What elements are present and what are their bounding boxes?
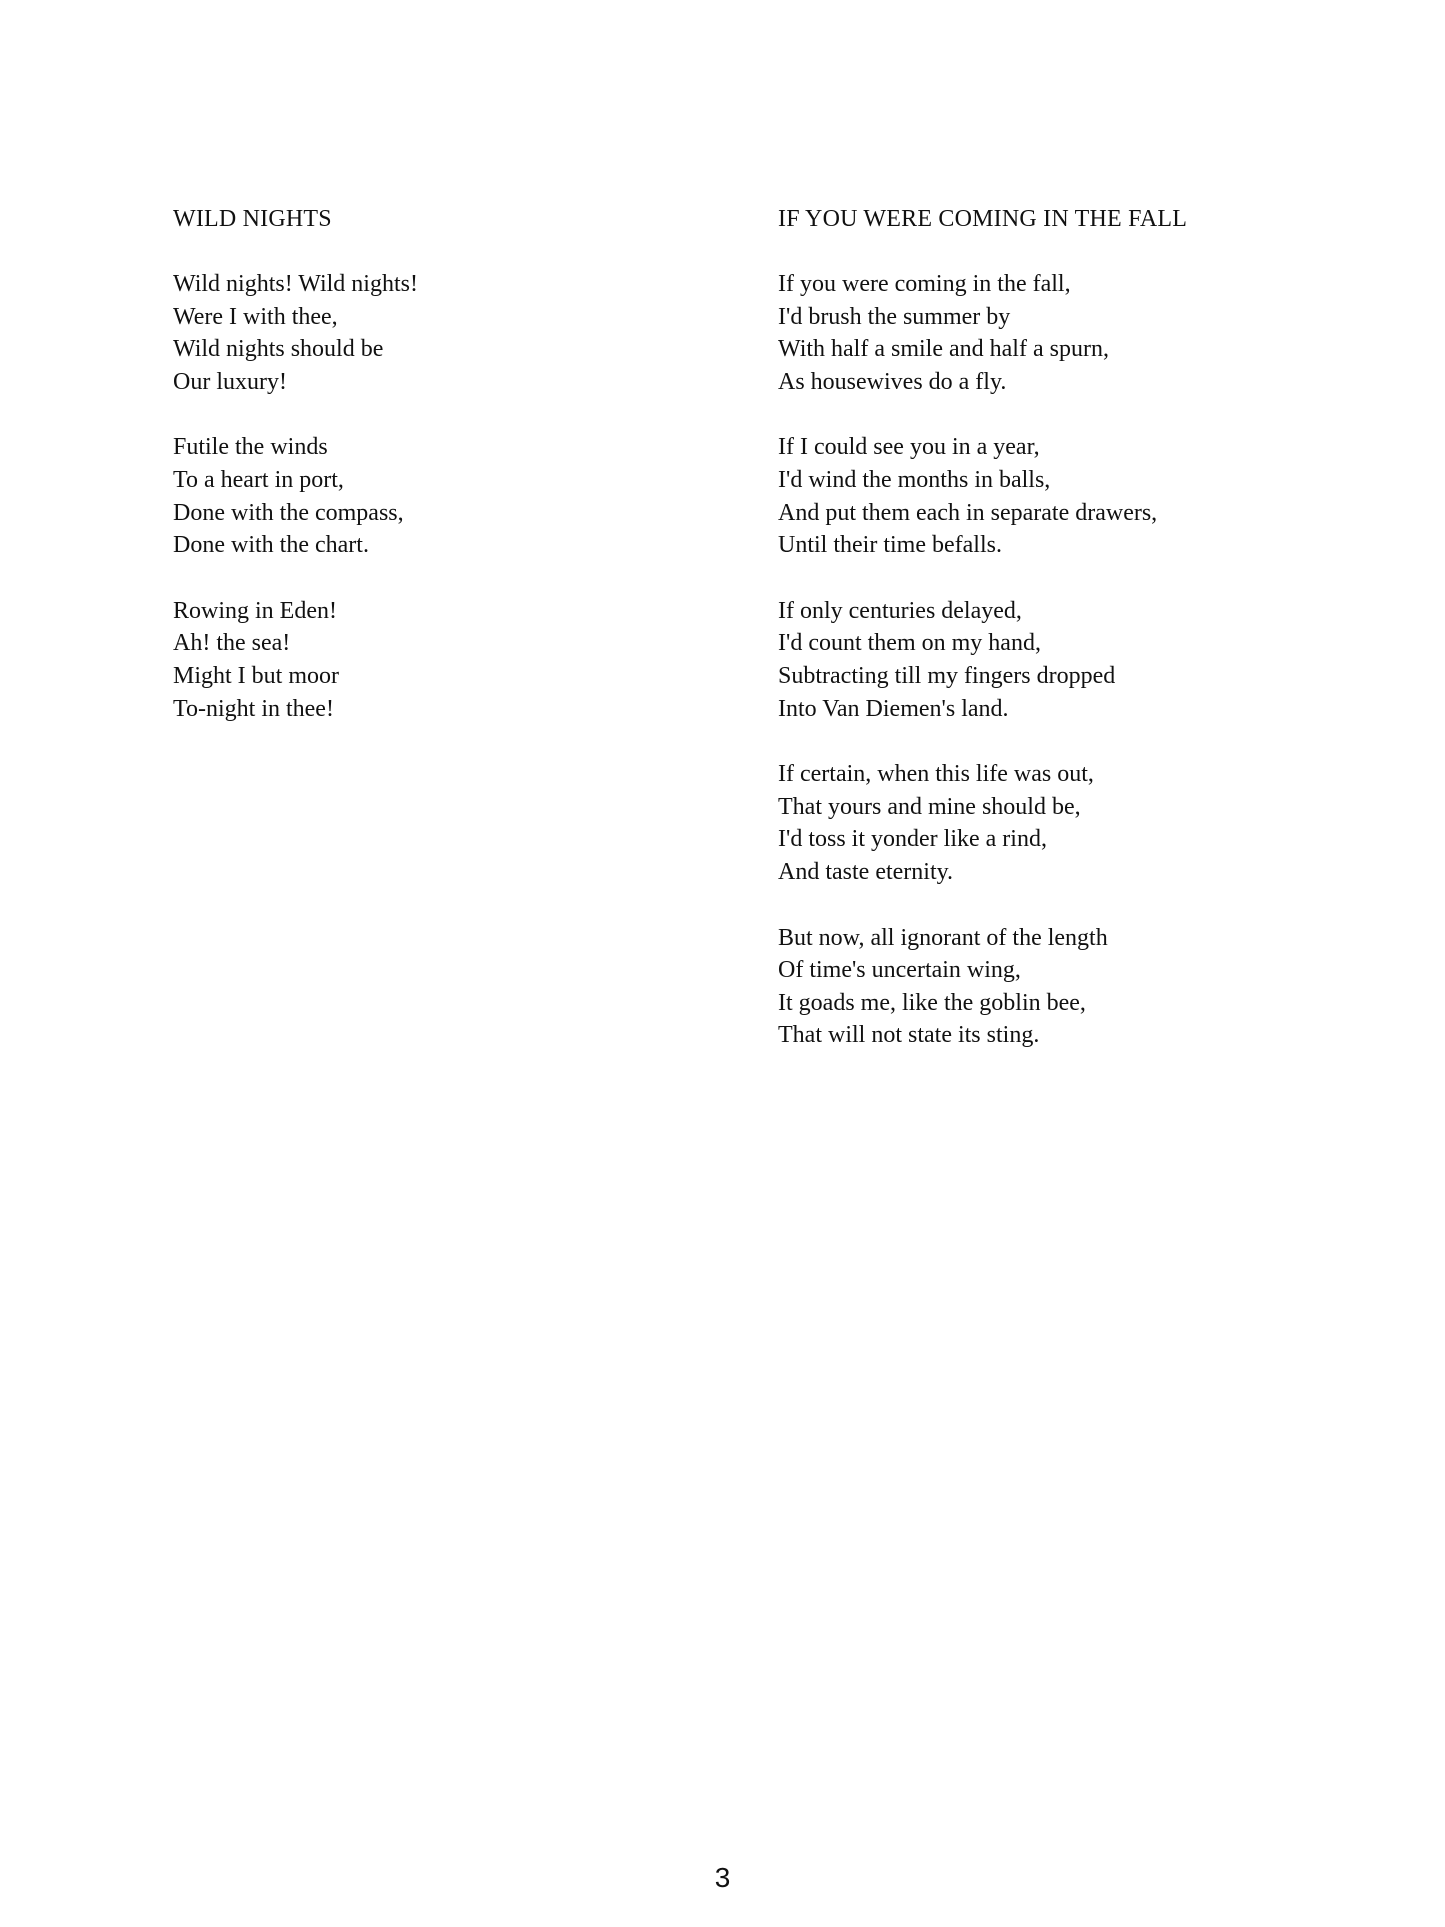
poem-line: That will not state its sting. bbox=[778, 1022, 1040, 1049]
poem-line: Our luxury! bbox=[173, 368, 287, 395]
poem-if-you-were-coming-in-the-fall bbox=[778, 203, 1398, 1085]
poem-line: I'd brush the summer by bbox=[778, 303, 1011, 330]
poem-line: Done with the compass, bbox=[173, 499, 404, 526]
poem-line: If I could see you in a year, bbox=[778, 434, 1040, 461]
poem-line: It goads me, like the goblin bee, bbox=[778, 989, 1086, 1016]
poem-line: Into Van Diemen's land. bbox=[778, 695, 1009, 722]
poem-line: Were I with thee, bbox=[173, 303, 338, 330]
poem-line: Ah! the sea! bbox=[173, 630, 291, 657]
poem-line: Wild nights! Wild nights! bbox=[173, 271, 418, 297]
stanza bbox=[778, 431, 1398, 561]
poem-line: To-night in thee! bbox=[173, 695, 334, 722]
poem-line: Until their time befalls. bbox=[778, 532, 1002, 559]
stanza bbox=[173, 595, 733, 725]
poem-line: As housewives do a fly. bbox=[778, 368, 1007, 395]
stanza bbox=[778, 268, 1398, 398]
poem-line: That yours and mine should be, bbox=[778, 793, 1081, 820]
poem-title: IF YOU WERE COMING IN THE FALL bbox=[778, 206, 1188, 232]
poem-line: Rowing in Eden! bbox=[173, 597, 337, 624]
poem-line: If you were coming in the fall, bbox=[778, 271, 1071, 297]
poem-line: And put them each in separate drawers, bbox=[778, 499, 1158, 526]
poem-line: If certain, when this life was out, bbox=[778, 761, 1094, 788]
poem-wild-nights bbox=[173, 203, 733, 758]
poem-title: WILD NIGHTS bbox=[173, 206, 332, 232]
poem-line: Subtracting till my fingers dropped bbox=[778, 662, 1116, 689]
poem-line: I'd wind the months in balls, bbox=[778, 466, 1051, 493]
poem-line: If only centuries delayed, bbox=[778, 597, 1022, 624]
stanza bbox=[778, 758, 1398, 888]
poem-line: But now, all ignorant of the length bbox=[778, 924, 1108, 951]
poem-line: To a heart in port, bbox=[173, 466, 344, 493]
stanza bbox=[778, 595, 1398, 725]
poem-line: Of time's uncertain wing, bbox=[778, 957, 1021, 984]
poem-line: With half a smile and half a spurn, bbox=[778, 336, 1109, 363]
poem-line: I'd count them on my hand, bbox=[778, 630, 1041, 657]
poem-line: Wild nights should be bbox=[173, 336, 384, 363]
stanza bbox=[173, 268, 733, 398]
poem-line: I'd toss it yonder like a rind, bbox=[778, 826, 1047, 853]
stanza bbox=[173, 431, 733, 561]
poem-line: Futile the winds bbox=[173, 434, 328, 461]
poem-line: And taste eternity. bbox=[778, 858, 954, 885]
poem-line: Might I but moor bbox=[173, 662, 339, 689]
stanza bbox=[778, 922, 1398, 1052]
poem-line: Done with the chart. bbox=[173, 532, 369, 559]
page-number: 3 bbox=[714, 1862, 731, 1893]
